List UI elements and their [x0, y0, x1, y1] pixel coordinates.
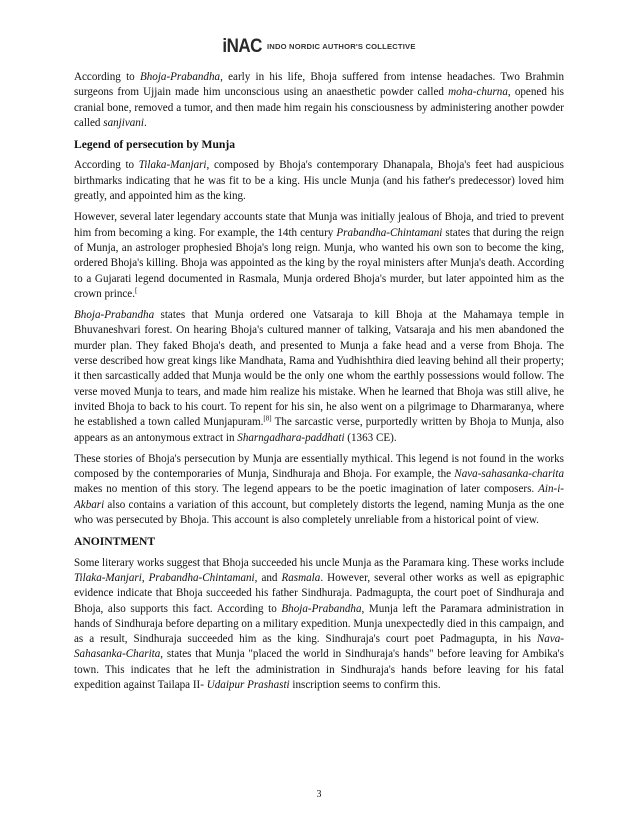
citation-link[interactable]: [: [135, 286, 138, 295]
paragraph-tilaka-manjari: According to Tilaka-Manjari, composed by Bhoja's contemporary Dhanapala, Bhoja's feet had auspicious birthmarks indicating that he was fit to be a king. His uncle Munja (and his father's predecessor) loved him greatly, and appointed him as the king.: [74, 159, 564, 203]
paragraph-vatsaraja: Bhoja-Prabandha states that Munja ordered one Vatsaraja to kill Bhoja at the Mahamaya temple in Bhuvaneshvari forest. On hearing Bhoja's cultured manner of talking, Vatsaraja and his men abandoned the murder plan. They faked Bhoja's death, and presented to Munja a fake head and a verse from Bhoja. The verse described how great kings like Mandhata, Rama and Yudhishthira died leaving behind all their property; it then sarcastically added that Munja would be the only one whom the earthly possessions would follow. The verse moved Munja to tears, and made him realize his mistake. When he learned that Bhoja was still alive, he invited Bhoja to back to his court. To repent for his sin, he also went on a pilgrimage to Dharmaranya, where he established a town called Munjapuram.[8] The sarcastic verse, purportedly written by Bhoja to Munja, also appears as an antonymous extract in Sharngadhara-paddhati (1363 CE).: [74, 309, 564, 444]
paragraph-jealousy: However, several later legendary accounts state that Munja was initially jealous of Bhoja, and tried to prevent him from becoming a king. For example, the 14th century Prabandha-Chintamani states that during the reign of Munja, an astrologer prophesied Bhoja's long reign. Munja, who wanted his own son to become the king, ordered Bhoja's killing. Bhoja was appointed as the king by the royal ministers after Munja's death. According to a Gujarati legend documented in Rasmala, Munja ordered Bhoja's murder, but later appointed him as the crown prince.[: [74, 211, 564, 300]
inac-logo: iNAC: [222, 34, 262, 57]
section-heading-persecution: Legend of persecution by Munja: [74, 138, 236, 152]
publisher-header: [0, 36, 638, 56]
paragraph-anointment: Some literary works suggest that Bhoja succeeded his uncle Munja as the Paramara king. These works include Tilaka-Manjari, Prabandha-Chintamani, and Rasmala. However, several other works as well as epigraphic evidence indicate that Bhoja succeeded his father Sindhuraja. Padmagupta, the court poet of Sindhuraja and Bhoja, also supports this fact. According to Bhoja-Prabandha, Munja left the Paramara administration in hands of Sindhuraja before departing on a military expedition. Munja unexpectedly died in this campaign, and as a result, Sindhuraja succeeded him as the king. Sindhuraja's court poet Padmagupta, in his Nava-Sahasanka-Charita, states that Munja "placed the world in Sindhuraja's hands" before leaving for Ambika's town. This indicates that he left the administration in Sindhuraja's hands before leaving for his fatal expedition against Tailapa II- Udaipur Prashasti inscription seems to confirm this.: [74, 556, 564, 691]
paragraph-mythical: These stories of Bhoja's persecution by Munja are essentially mythical. This legend is not found in the works composed by the contemporaries of Munja, Sindhuraja and Bhoja. For example, the Nava-sahasanka-charita makes no mention of this story. The legend appears to be the poetic imagination of later composers. Ain-i-Akbari also contains a variation of this account, but completely distorts the legend, naming Munja as the one who was persecuted by Bhoja. This account is also completely unreliable from a historical point of view.: [74, 452, 564, 527]
page-number: 3: [316, 789, 322, 800]
section-heading-anointment: ANOINTMENT: [74, 535, 156, 549]
article-body: [74, 70, 564, 699]
publisher-name: INDO NORDIC AUTHOR'S COLLECTIVE: [266, 41, 416, 51]
citation-link-8[interactable]: [8]: [263, 414, 272, 423]
paragraph-surgery: According to Bhoja-Prabandha, early in his life, Bhoja suffered from intense headaches. Two Brahmin surgeons from Ujjain made him unconscious using an anaesthetic powder called moha-churna, opened his cranial bone, removed a tumor, and then made him regain his consciousness by administering another powder called sanjivani.: [74, 71, 565, 129]
